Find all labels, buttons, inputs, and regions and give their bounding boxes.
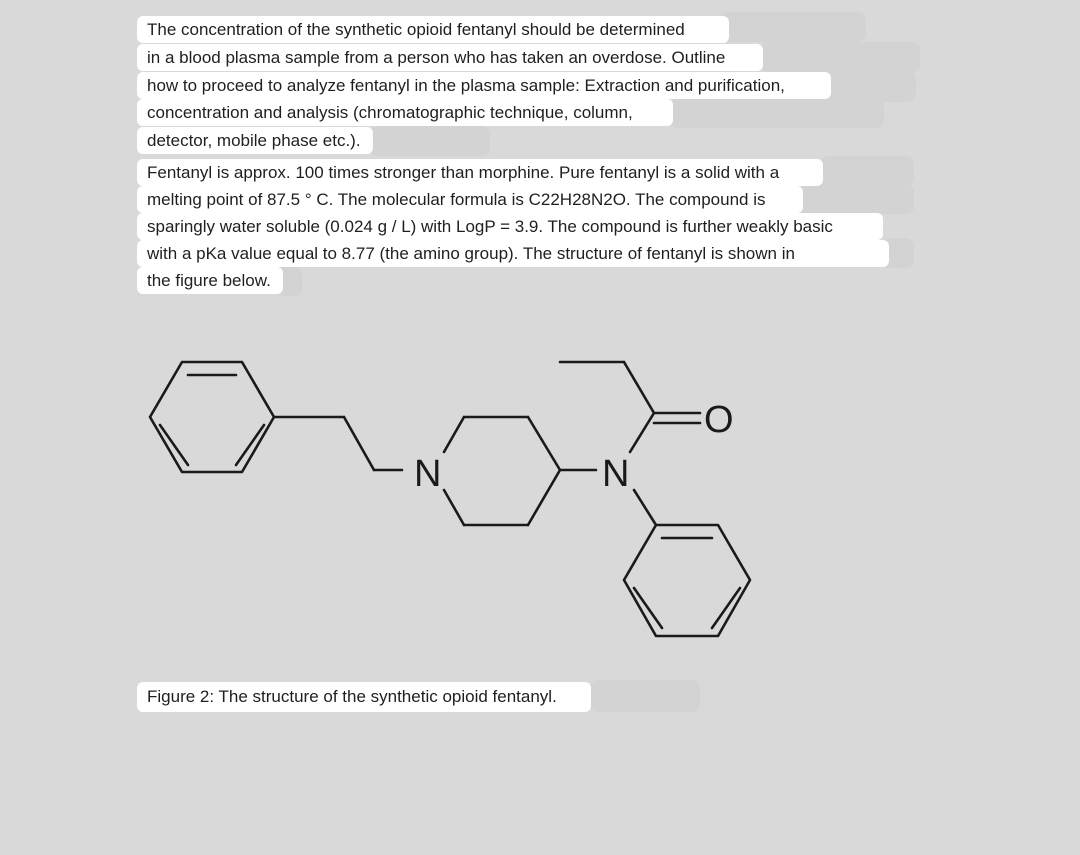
bond: [624, 362, 654, 413]
question-line-1: The concentration of the synthetic opioid fentanyl should be determined: [137, 16, 729, 43]
question-line-3: how to proceed to analyze fentanyl in the plasma sample: Extraction and purification,: [137, 72, 831, 99]
bond: [344, 417, 374, 470]
amide-nitrogen-label: N: [602, 453, 630, 495]
fentanyl-structure-diagram: [140, 350, 780, 650]
ghost-highlight: [370, 126, 490, 156]
carbonyl-oxygen-label: O: [704, 399, 734, 441]
ghost-highlight: [820, 156, 914, 186]
info-line-1: Fentanyl is approx. 100 times stronger than morphine. Pure fentanyl is a solid with a: [137, 159, 823, 186]
bond: [634, 490, 656, 525]
bond: [630, 413, 654, 452]
info-line-4: with a pKa value equal to 8.77 (the amino group). The structure of fentanyl is shown in: [137, 240, 889, 267]
info-line-3: sparingly water soluble (0.024 g / L) with LogP = 3.9. The compound is further weakly basic: [137, 213, 883, 240]
ghost-highlight: [760, 42, 920, 72]
info-line-5: the figure below.: [137, 267, 283, 294]
phenyl-ring-left: [150, 362, 274, 472]
bond: [528, 417, 560, 470]
ghost-highlight: [670, 98, 884, 128]
bond: [444, 417, 464, 452]
piperidine-nitrogen-label: N: [414, 453, 442, 495]
bond: [528, 470, 560, 525]
phenyl-ring-bottom: [624, 525, 750, 636]
figure-caption: Figure 2: The structure of the synthetic opioid fentanyl.: [137, 682, 591, 712]
question-line-2: in a blood plasma sample from a person who has taken an overdose. Outline: [137, 44, 763, 71]
ghost-highlight: [720, 12, 866, 42]
question-line-5: detector, mobile phase etc.).: [137, 127, 373, 154]
bond: [444, 490, 464, 525]
question-line-4: concentration and analysis (chromatographic technique, column,: [137, 99, 673, 126]
ghost-highlight: [590, 680, 700, 712]
info-line-2: melting point of 87.5 ° C. The molecular formula is C22H28N2O. The compound is: [137, 186, 803, 213]
ghost-highlight: [800, 184, 914, 214]
